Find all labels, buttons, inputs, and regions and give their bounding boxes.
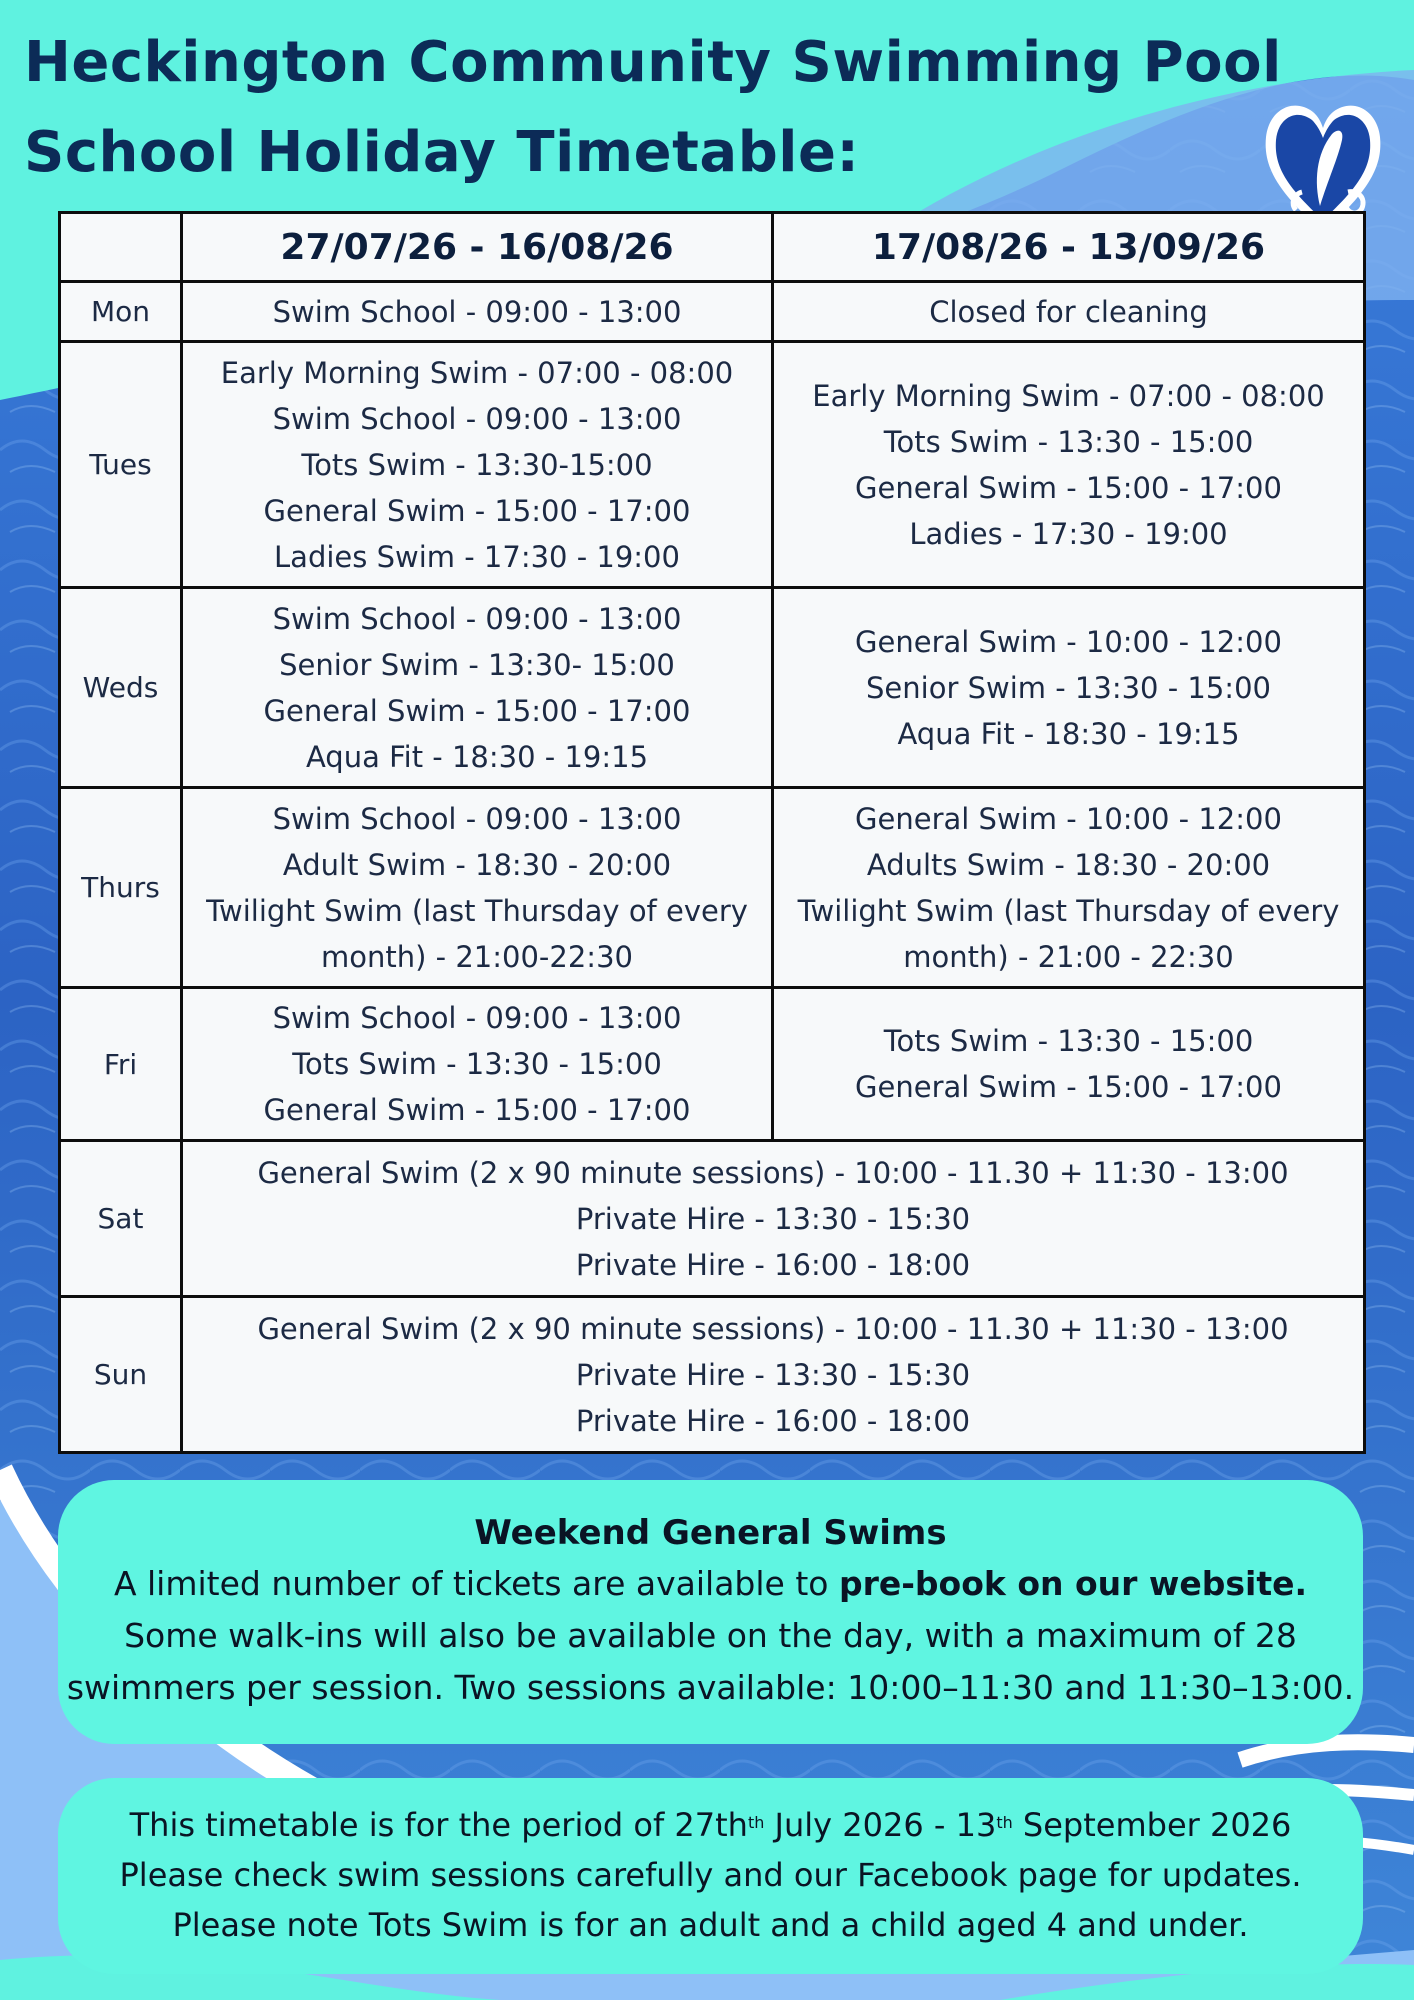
header-period-1: 27/07/26 - 16/08/26 <box>182 213 773 282</box>
info-line1-b: July 2026 - 13 <box>764 1806 997 1844</box>
session-line: Adults Swim - 18:30 - 20:00 <box>866 847 1271 882</box>
sessions-cell-period-2 <box>773 282 1365 342</box>
header-empty <box>60 213 182 282</box>
session-line: General Swim - 15:00 - 17:00 <box>855 1070 1282 1104</box>
day-cell: Fri <box>60 988 182 1141</box>
sessions-cell-period-1 <box>182 588 773 788</box>
day-cell: Weds <box>60 588 182 788</box>
session-line: General Swim - 15:00 - 17:00 <box>263 693 691 728</box>
table-row <box>60 1297 1365 1453</box>
sessions-cell-period-2 <box>773 788 1365 988</box>
session-line: General Swim - 15:00 - 17:00 <box>263 493 691 528</box>
session-line: General Swim (2 x 90 minute sessions) - 10:00 - 11.30 + 11:30 - 13:00 <box>257 1155 1289 1190</box>
day-cell: Thurs <box>60 788 182 988</box>
info-sup-1: th <box>747 1813 765 1832</box>
sessions-cell-period-2 <box>773 988 1365 1141</box>
table-row <box>60 342 1365 588</box>
session-line: month) - 21:00 - 22:30 <box>903 939 1234 974</box>
header-row <box>60 213 1365 282</box>
session-line: General Swim - 10:00 - 12:00 <box>855 624 1282 659</box>
session-line: Swim School - 09:00 - 13:00 <box>272 801 682 836</box>
table-row <box>60 588 1365 788</box>
sessions-cell-all-periods <box>182 1141 1365 1297</box>
session-line: Early Morning Swim - 07:00 - 08:00 <box>812 378 1325 413</box>
session-line: Senior Swim - 13:30 - 15:00 <box>866 670 1271 705</box>
session-line: Aqua Fit - 18:30 - 19:15 <box>305 739 649 774</box>
session-line: Tots Swim - 13:30 - 15:00 <box>883 1024 1254 1058</box>
session-line: General Swim - 10:00 - 12:00 <box>855 801 1282 836</box>
weekend-panel-line-2: Some walk-ins will also be available on the day, with a maximum of 28 <box>124 1616 1297 1655</box>
session-line: General Swim - 15:00 - 17:00 <box>263 1093 691 1127</box>
session-line: Ladies - 17:30 - 19:00 <box>909 516 1228 551</box>
sessions-cell-period-2 <box>773 342 1365 588</box>
day-cell: Tues <box>60 342 182 588</box>
session-line: Senior Swim - 13:30- 15:00 <box>279 647 675 682</box>
sessions-cell-period-2 <box>773 588 1365 788</box>
page-title <box>24 18 1282 198</box>
info-line1-c: September 2026 <box>1012 1806 1292 1844</box>
session-line: Swim School - 09:00 - 13:00 <box>272 601 682 636</box>
session-line: Aqua Fit - 18:30 - 19:15 <box>897 716 1240 751</box>
session-line: Tots Swim - 13:30 - 15:00 <box>883 424 1254 459</box>
day-cell: Sun <box>60 1297 182 1453</box>
title-line-2: School Holiday Timetable: <box>24 120 860 185</box>
session-line: month) - 21:00-22:30 <box>321 939 633 974</box>
header-period-2: 17/08/26 - 13/09/26 <box>773 213 1365 282</box>
session-line: Private Hire - 13:30 - 15:30 <box>575 1357 971 1392</box>
session-line: Tots Swim - 13:30-15:00 <box>301 447 653 482</box>
session-line: Ladies Swim - 17:30 - 19:00 <box>274 539 680 574</box>
session-line: Closed for cleaning <box>929 294 1208 329</box>
table-row <box>60 988 1365 1141</box>
weekend-line1-text: A limited number of tickets are available to <box>113 1564 839 1603</box>
session-line: Private Hire - 13:30 - 15:30 <box>575 1201 971 1236</box>
session-line: Swim School - 09:00 - 13:00 <box>272 1001 682 1035</box>
sessions-cell-period-1 <box>182 282 773 342</box>
title-line-1: Heckington Community Swimming Pool <box>24 30 1282 95</box>
sessions-cell-all-periods <box>182 1297 1365 1453</box>
sessions-cell-period-1 <box>182 988 773 1141</box>
session-line: General Swim (2 x 90 minute sessions) - 10:00 - 11.30 + 11:30 - 13:00 <box>257 1311 1289 1346</box>
sessions-cell-period-1 <box>182 342 773 588</box>
weekend-panel-line-3: swimmers per session. Two sessions available: 10:00–11:30 and 11:30–13:00. <box>66 1668 1355 1707</box>
day-cell: Sat <box>60 1141 182 1297</box>
session-line: Tots Swim - 13:30 - 15:00 <box>292 1047 662 1081</box>
session-line: Swim School - 09:00 - 13:00 <box>272 294 682 329</box>
session-line: Adult Swim - 18:30 - 20:00 <box>282 847 672 882</box>
sessions-cell-period-1 <box>182 788 773 988</box>
table-row <box>60 788 1365 988</box>
session-line: Swim School - 09:00 - 13:00 <box>272 401 682 436</box>
prebook-emphasis: pre-book on our website. <box>838 1564 1308 1603</box>
session-line: Twilight Swim (last Thursday of every <box>206 893 748 928</box>
info-line-3: Please note Tots Swim is for an adult and a child aged 4 and under. <box>172 1906 1249 1944</box>
info-line-1 <box>58 1800 1363 1850</box>
session-line: Early Morning Swim - 07:00 - 08:00 <box>220 355 734 390</box>
day-cell: Mon <box>60 282 182 342</box>
weekend-general-swims-panel <box>58 1480 1363 1744</box>
weekend-panel-line-1 <box>58 1558 1363 1610</box>
session-line: Private Hire - 16:00 - 18:00 <box>575 1403 971 1438</box>
timetable <box>58 211 1366 1454</box>
weekend-panel-heading: Weekend General Swims <box>474 1513 947 1553</box>
timetable-info-panel <box>58 1778 1363 1974</box>
session-line: Twilight Swim (last Thursday of every <box>797 893 1340 928</box>
info-line1-a: This timetable is for the period of 27th <box>129 1806 748 1844</box>
session-line: General Swim - 15:00 - 17:00 <box>855 470 1282 505</box>
table-row <box>60 282 1365 342</box>
session-line: Private Hire - 16:00 - 18:00 <box>575 1247 971 1282</box>
info-line-2: Please check swim sessions carefully and our Facebook page for updates. <box>119 1856 1302 1894</box>
info-sup-2: th <box>996 1813 1013 1832</box>
table-row <box>60 1141 1365 1297</box>
